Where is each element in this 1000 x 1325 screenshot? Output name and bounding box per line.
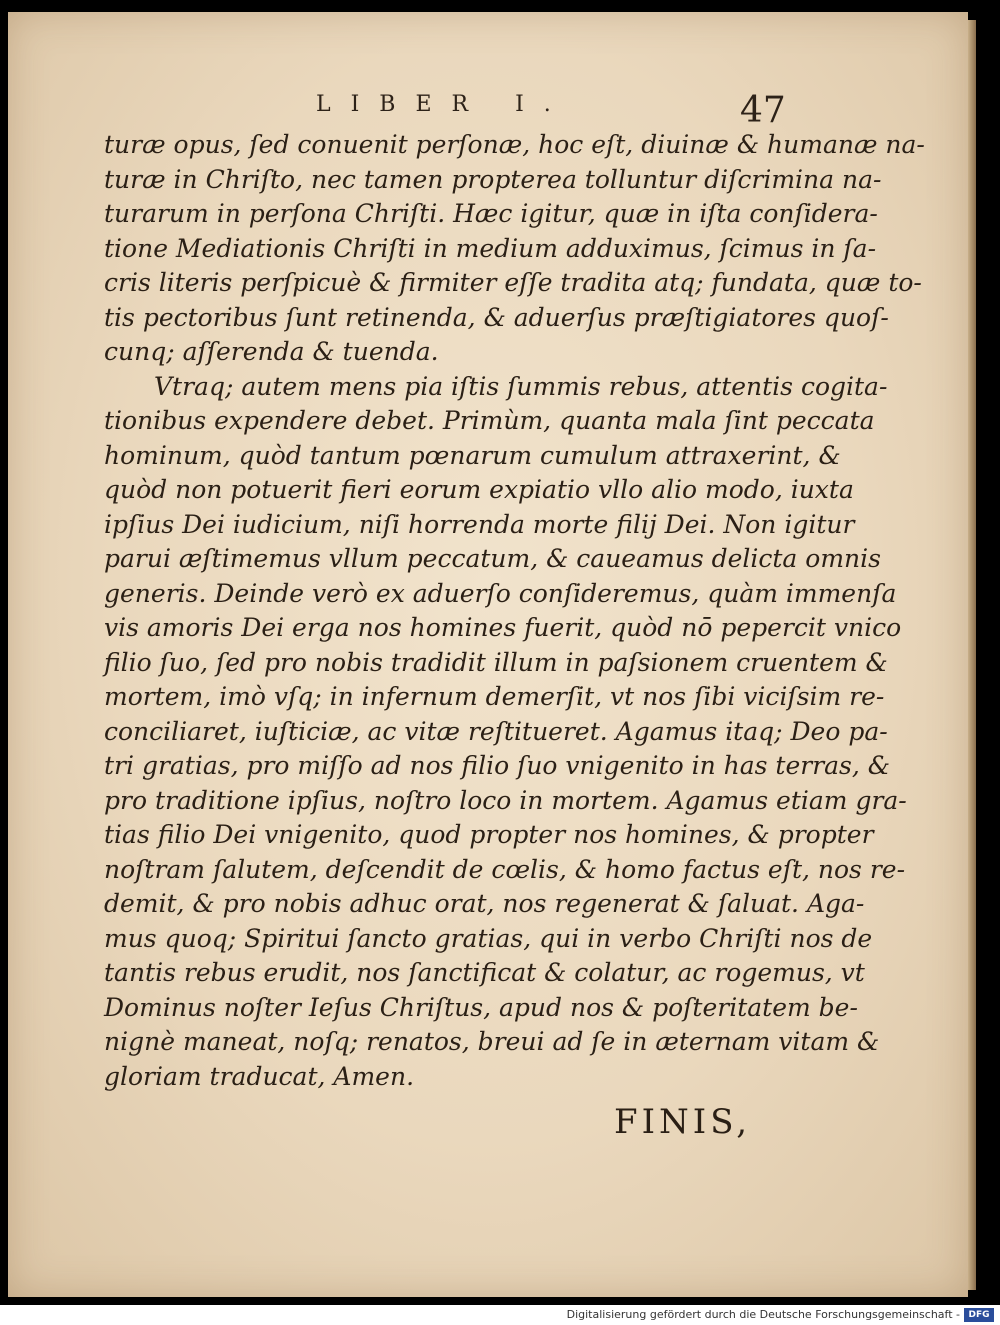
text-line: Dominus noſter Ieſus Chriſtus, apud nos & poſteritatem be-: [104, 992, 858, 1022]
text-line: tri gratias, pro miſſo ad nos filio ſuo vnigenito in has terras, &: [104, 751, 891, 780]
text-line: tione Mediationis Chriſti in medium adduximus, ſcimus in ſa-: [104, 233, 877, 263]
text-line: tis pectoribus ſunt retinenda, & aduerſus præſtigiatores quoſ-: [104, 302, 889, 332]
text-line: demit, & pro nobis adhuc orat, nos regenerat & ſaluat. Aga-: [104, 889, 865, 918]
text-line: tionibus expendere debet. Primùm, quanta mala ſint peccata: [104, 406, 875, 435]
footer-bar: [0, 1305, 1000, 1325]
text-line: quòd non potuerit fieri eorum expiatio vllo alio modo, iuxta: [104, 475, 854, 504]
text-line: mus quoq; Spiritui ſancto gratias, qui in verbo Chriſti nos de: [104, 923, 873, 953]
finis-colophon: FINIS,: [614, 1102, 752, 1142]
text-line: tantis rebus erudit, nos ſanctificat & colatur, ac rogemus, vt: [104, 958, 865, 987]
text-line: pro traditione ipſius, noſtro loco in mortem. Agamus etiam gra-: [104, 785, 907, 815]
text-line: turæ opus, ſed conuenit perſonæ, hoc eſt, diuinæ & humanæ na-: [104, 130, 925, 159]
running-head: LIBER I.: [316, 92, 571, 117]
text-line: Vtraq; autem mens pia iſtis ſummis rebus, attentis cogita-: [154, 371, 888, 401]
text-line: hominum, quòd tantum pœnarum cumulum attraxerint, &: [104, 440, 841, 470]
text-line: tias filio Dei vnigenito, quod propter nos homines, & propter: [104, 820, 874, 849]
text-line: vis amoris Dei erga nos homines fuerit, quòd nō pepercit vnico: [104, 613, 902, 642]
page-edge: [968, 20, 976, 1290]
text-line: gloriam traducat, Amen.: [104, 1061, 415, 1091]
text-line: filio ſuo, ſed pro nobis tradidit illum in paſsionem cruentem &: [104, 647, 888, 677]
text-line: noſtram ſalutem, deſcendit de cœlis, & homo factus eſt, nos re-: [104, 854, 906, 884]
text-line: cris literis perſpicuè & firmiter eſſe tradita atq; fundata, quæ to-: [104, 268, 922, 297]
text-line: nignè maneat, noſq; renatos, breui ad ſe in æternam vitam &: [104, 1027, 880, 1056]
text-line: conciliaret, iuſticiæ, ac vitæ reſtitueret. Agamus itaq; Deo pa-: [104, 716, 888, 746]
text-line: parui æſtimemus vllum peccatum, & caueamus delicta omnis: [104, 544, 881, 573]
text-line: generis. Deinde verò ex aduerſo conſideremus, quàm immenſa: [104, 578, 897, 608]
text-line: mortem, imò vſq; in infernum demerſit, vt nos ſibi viciſsim re-: [104, 682, 885, 711]
page-number: 47: [740, 90, 786, 131]
text-line: turarum in perſona Chriſti. Hæc igitur, quæ in iſta conſidera-: [104, 199, 878, 228]
body-text: [104, 128, 925, 1094]
dfg-logo[interactable]: DFG: [964, 1308, 994, 1322]
text-line: turæ in Chriſto, nec tamen propterea tolluntur diſcrimina na-: [104, 164, 882, 194]
text-line: ipſius Dei iudicium, niſi horrenda morte filij Dei. Non igitur: [104, 509, 855, 539]
funding-notice: Digitalisierung gefördert durch die Deutsche Forschungsgemeinschaft -: [566, 1308, 960, 1321]
text-line: cunq; aſſerenda & tuenda.: [104, 337, 439, 366]
